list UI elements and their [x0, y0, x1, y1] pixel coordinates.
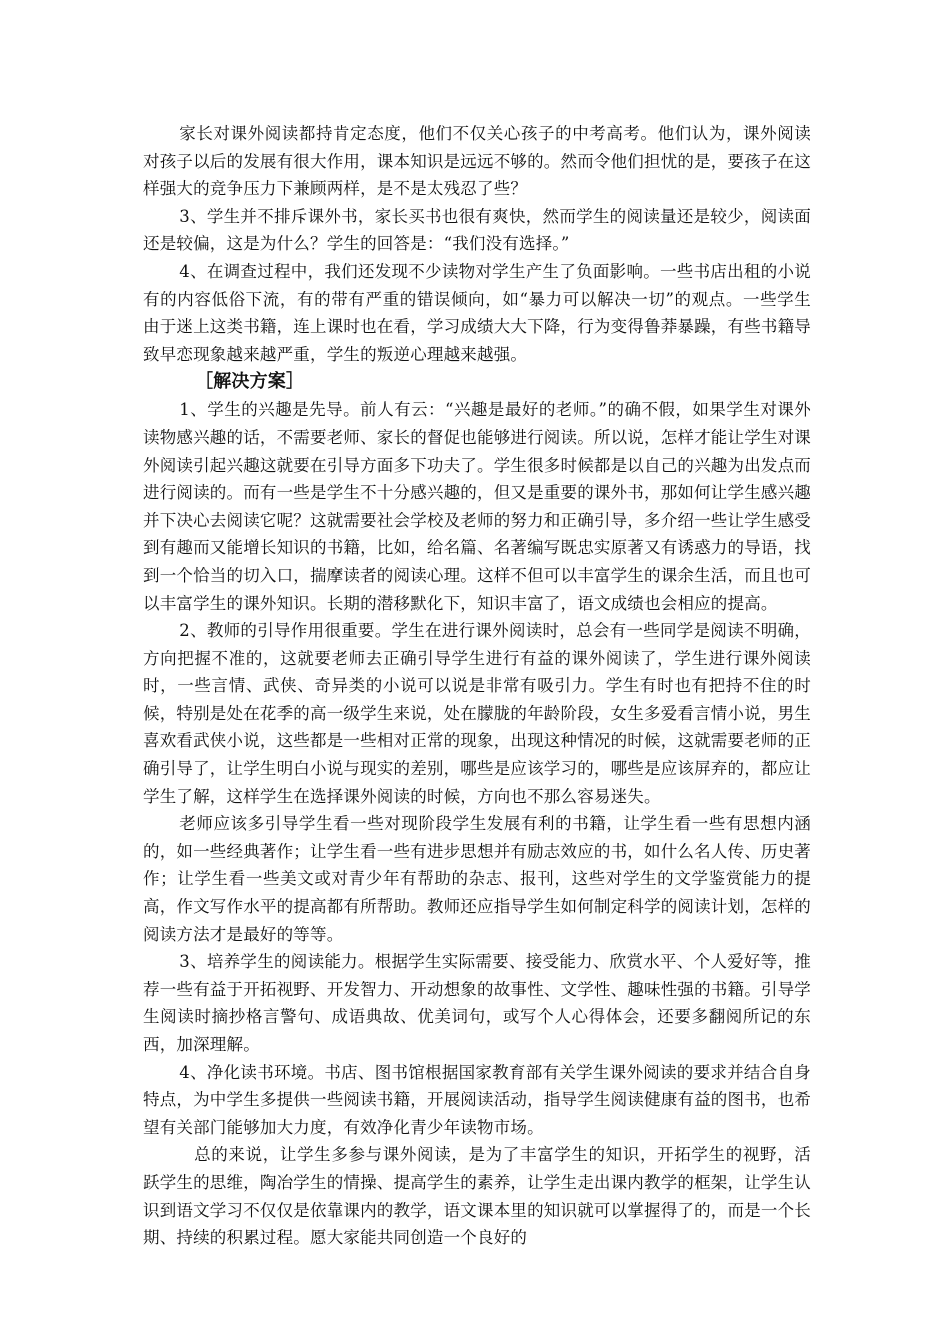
paragraph-solution-4-environment: 4、净化读书环境。书店、图书馆根据国家教育部有关学生课外阅读的要求并结合自身特点，为中学生多提供一些阅读书籍，开展阅读活动，指导学生阅读健康有益的图书，也希望有关部门能够加大力度，有效净化青少年读物市场。 — [143, 1062, 811, 1137]
paragraph-solution-2-teacher-guidance: 2、教师的引导作用很重要。学生在进行课外阅读时，总会有一些同学是阅读不明确，方向把握不准的，这就要老师去正确引导学生进行有益的课外阅读了，学生进行课外阅读时，一些言情、武侠、奇异类的小说可以说是非常有吸引力。学生有时也有把持不住的时候，特别是处在花季的高一级学生来说，处在朦胧的年龄阶段，女生多爱看言情小说，男生喜欢看武侠小说，这些都是一些相对正常的现象，出现这种情况的时候，这就需要老师的正确引导了，让学生明白小说与现实的差别，哪些是应该学习的，哪些是应该屏弃的，都应让学生了解，这样学生在选择课外阅读的时候，方向也不那么容易迷失。 — [143, 621, 811, 806]
section-heading-solutions: ［解决方案］ — [195, 371, 305, 393]
paragraph-conclusion: 总的来说，让学生多参与课外阅读，是为了丰富学生的知识，开拓学生的视野，活跃学生的思维，陶冶学生的情操、提高学生的素养，让学生走出课内教学的框架，让学生认识到语文学习不仅仅是依靠课内的教学，语文课本里的知识就可以掌握得了的，而是一个长期、持续的积累过程。愿大家能共同创造一个良好的 — [143, 1145, 811, 1248]
paragraph-solution-3-reading-ability: 3、培养学生的阅读能力。根据学生实际需要、接受能力、欣赏水平、个人爱好等，推荐一些有益于开拓视野、开发智力、开动想象的故事性、文学性、趣味性强的书籍。引导学生阅读时摘抄格言警句、成语典故、优美词句，或写个人心得体会，还要多翻阅所记的东西，加深理解。 — [143, 952, 811, 1054]
paragraph-teacher-recommend-books: 老师应该多引导学生看一些对现阶段学生发展有利的书籍，让学生看一些有思想内涵的，如一些经典著作；让学生看一些有进步思想并有励志效应的书，如什么名人传、历史著作；让学生看一些美文或对青少年有帮助的杂志、报刊，这些对学生的文学鉴赏能力的提高，作文写作水平的提高都有所帮助。教师还应指导学生如何制定科学的阅读计划，怎样的阅读方法才是最好的等等。 — [143, 814, 811, 944]
paragraph-point-4-negative-influence: 4、在调查过程中，我们还发现不少读物对学生产生了负面影响。一些书店出租的小说有的内容低俗下流，有的带有严重的错误倾向，如“暴力可以解决一切”的观点。一些学生由于迷上这类书籍，连上课时也在看，学习成绩大大下降，行为变得鲁莽暴躁，有些书籍导致早恋现象越来越严重，学生的叛逆心理越来越强。 — [143, 261, 811, 364]
paragraph-parent-attitude: 家长对课外阅读都持肯定态度，他们不仅关心孩子的中考高考。他们认为，课外阅读对孩子以后的发展有很大作用，课本知识是远远不够的。然而令他们担忧的是，要孩子在这样强大的竞争压力下兼顾两样，是不是太残忍了些？ — [143, 124, 811, 199]
paragraph-solution-1-interest: 1、学生的兴趣是先导。前人有云：“兴趣是最好的老师。”的确不假，如果学生对课外读物感兴趣的话，不需要老师、家长的督促也能够进行阅读。所以说，怎样才能让学生对课外阅读引起兴趣这就要在引导方面多下功夫了。学生很多时候都是以自己的兴趣为出发点而进行阅读的。而有一些是学生不十分感兴趣的，但又是重要的课外书，那如何让学生感兴趣并下决心去阅读它呢？这就需要社会学校及老师的努力和正确引导，多介绍一些让学生感受到有趣而又能增长知识的书籍，比如，给名篇、名著编写既忠实原著又有诱惑力的导语，找到一个恰当的切入口，揣摩读者的阅读心理。这样不但可以丰富学生的课余生活，而且也可以丰富学生的课外知识。长期的潜移默化下，知识丰富了，语文成绩也会相应的提高。 — [143, 400, 811, 613]
paragraph-point-3-no-choice: 3、学生并不排斥课外书，家长买书也很有爽快，然而学生的阅读量还是较少，阅读面还是较偏，这是为什么？学生的回答是：“我们没有选择。” — [143, 206, 811, 254]
document-page — [143, 120, 811, 1252]
